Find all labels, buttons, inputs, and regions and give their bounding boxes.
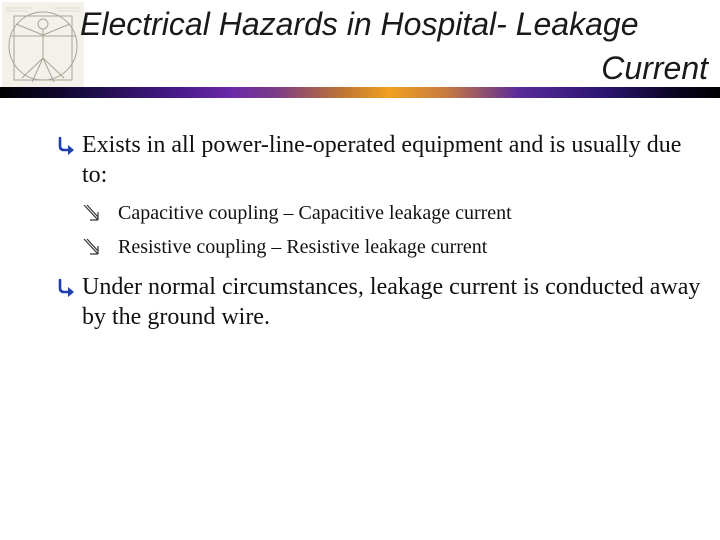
curved-arrow-bullet-icon	[56, 272, 78, 302]
title-gradient-bar	[0, 87, 720, 98]
bullet-text: Under normal circumstances, leakage current is conducted away by the ground wire.	[82, 274, 701, 330]
sub-bullet-text: Resistive coupling – Resistive leakage current	[118, 236, 488, 258]
list-item	[56, 196, 706, 230]
bullet-text: Exists in all power-line-operated equipment and is usually due to:	[82, 132, 682, 188]
sub-bullet-text: Capacitive coupling – Capacitive leakage current	[118, 202, 512, 224]
title-line-2: Current	[601, 50, 708, 86]
slide-body	[56, 130, 706, 332]
vitruvian-man-icon	[2, 2, 84, 90]
curved-arrow-bullet-icon	[56, 130, 78, 160]
list-item	[56, 272, 706, 332]
outline-arrow-bullet-icon	[82, 203, 100, 223]
title-line-1: Electrical Hazards in Hospital- Leakage	[80, 6, 639, 42]
list-item	[56, 130, 706, 190]
list-item	[56, 230, 706, 264]
outline-arrow-bullet-icon	[82, 237, 100, 257]
slide-title	[80, 2, 708, 90]
